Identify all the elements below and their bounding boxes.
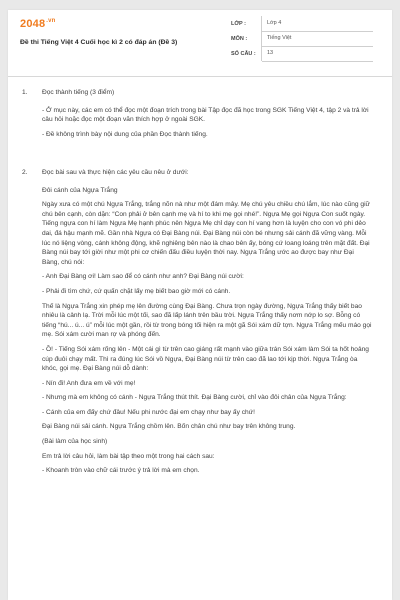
document-title: Đề thi Tiếng Việt 4 Cuối học kì 2 có đáp án (Đề 3) bbox=[20, 39, 178, 46]
document-body bbox=[8, 88, 392, 481]
meta-value: Tiếng Việt bbox=[262, 31, 373, 47]
question-paragraph: - Ở mục này, các em có thể đọc một đoạn trích trong bài Tập đọc đã học trong SGK Tiếng Việt 4, tập 2 và trả lời câu hỏi hoặc đọc một đoạn văn thích hợp ở ngoài SGK. bbox=[42, 106, 369, 124]
meta-label: LỚP : bbox=[231, 16, 262, 31]
question-paragraph: - Đề không trình bày nội dung của phần Đọc thành tiếng. bbox=[42, 130, 208, 138]
meta-table bbox=[231, 16, 373, 61]
story-paragraph: Ngày xưa có một chú Ngựa Trắng, trắng nõn nà như một đám mây. Mẹ chú yêu chiều chú lắm, lúc nào cũng giữ chú bên cạnh, còn dặn: “Con phải ở bên cạnh mẹ và hí to khi mẹ gọi nhé!”. Ngựa Mẹ gọi Ngựa Con suốt ngày. Tiếng ngựa con hí làm Ngựa Mẹ hạnh phúc nên Ngựa Mẹ chỉ dạy con hí vang hơn là luyện cho con vó phi dẻo dai, đá hậu mạnh mẽ. Gần nhà Ngựa có Đại Bàng núi. Đại Bàng núi còn bé nhưng sải cánh đã vững vàng. Mỗi lúc nó liệng vòng, cánh không động, khẽ nghiêng bên nào là chao bên ấy, bóng cứ loang loáng trên mặt đất. Đại Bàng núi bay tới giời như một phi cơ chiến đấu điều luyện thời nay. Ngựa Trắng ước ao được bay như Đại Bàng, chú nói: bbox=[42, 201, 370, 266]
instruction-note: (Bài làm của học sinh) bbox=[42, 438, 108, 446]
document-page bbox=[8, 10, 392, 600]
meta-row-question-count bbox=[231, 46, 373, 61]
story-paragraph: - Anh Đại Bàng ơi! Làm sao để có cánh như anh? Đại Bàng núi cười: bbox=[42, 273, 244, 281]
meta-label: MÔN : bbox=[231, 31, 262, 46]
question-heading: Đọc bài sau và thực hiện các yêu cầu nêu ở dưới: bbox=[42, 169, 189, 176]
header-divider bbox=[8, 76, 392, 77]
meta-label: SỐ CÂU : bbox=[231, 46, 262, 61]
story-paragraph: - Cánh của em đấy chứ đâu! Nếu phi nước đại em chạy như bay ấy chứ! bbox=[42, 408, 255, 416]
question-number: 2. bbox=[22, 169, 28, 176]
question-1 bbox=[8, 88, 392, 168]
meta-value: Lớp 4 bbox=[262, 16, 373, 32]
instruction-paragraph: - Khoanh tròn vào chữ cái trước ý trả lời mà em chọn. bbox=[42, 467, 200, 475]
meta-value: 13 bbox=[262, 46, 373, 62]
question-heading: Đọc thành tiếng (3 điểm) bbox=[42, 89, 115, 96]
story-paragraph: - Phải đi tìm chứ, cứ quấn chặt lấy mẹ biết bao giờ mới có cánh. bbox=[42, 287, 231, 295]
story-paragraph: Đại Bàng núi sải cánh. Ngựa Trắng chồm lên. Bốn chân chú như bay trên không trung. bbox=[42, 423, 296, 431]
meta-row-subject bbox=[231, 31, 373, 46]
document-header bbox=[8, 10, 392, 76]
meta-row-grade bbox=[231, 16, 373, 31]
story-paragraph: - Nhưng mà em không có cánh - Ngựa Trắng thút thít. Đại Bàng cười, chỉ vào đôi chân của Ngựa Trắng: bbox=[42, 394, 347, 402]
story-paragraph: Thế là Ngựa Trắng xin phép mẹ lên đường cùng Đại Bàng. Chưa trọn ngày đường, Ngựa Trắng thấy biết bao nhiêu là cảnh lạ. Trời mỗi lúc một tối, sao đã lấp lánh trên bầu trời. Ngựa Trắng thấy nơm nớp lo sợ. Bỗng có tiếng “hú... ú... ú” mỗi lúc một gần, rồi từ trong bóng tối hiện ra một gã Sói xám dữ tợn. Ngựa Trắng mếu máo gọi mẹ. Sói xám cười man rợ và phóng đến. bbox=[42, 302, 372, 339]
instruction-paragraph: Em trả lời câu hỏi, làm bài tập theo một trong hai cách sau: bbox=[42, 452, 215, 460]
question-number: 1. bbox=[22, 89, 28, 96]
story-title: Đôi cánh của Ngựa Trắng bbox=[42, 186, 118, 194]
story-paragraph: - Nín đi! Anh đưa em về với mẹ! bbox=[42, 379, 136, 387]
story-paragraph: - Ồ! - Tiếng Sói xám rống lên - Một cái gì từ trên cao giáng rất mạnh vào giữa trán Sói xám làm Sói ta hốt hoảng cúp đuôi chạy mất. Thì ra đúng lúc Sói vồ Ngựa, Đại Bàng núi từ trên cao đã lao tới kịp thời. Ngựa Trắng òa khóc, gọi mẹ. Đại Bàng núi dỗ dành: bbox=[42, 345, 369, 373]
site-logo[interactable]: $2048^{.vn}$ bbox=[20, 18, 56, 30]
question-2 bbox=[8, 168, 392, 476]
